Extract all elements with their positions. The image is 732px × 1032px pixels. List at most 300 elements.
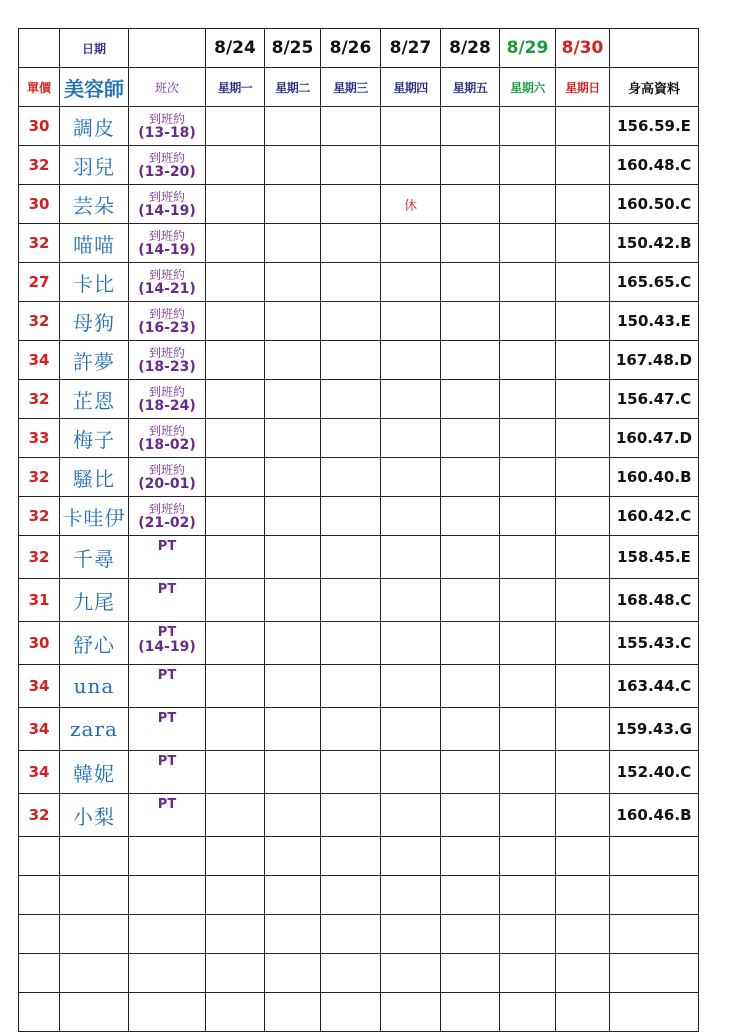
day-cell: [321, 224, 381, 263]
shift-label: PT: [157, 668, 177, 683]
shift-label: 到班約: [148, 345, 185, 360]
price-cell: 31: [19, 579, 60, 622]
day-cell: [500, 579, 556, 622]
stylist-name: 九尾: [60, 579, 129, 622]
stylist-name: 卡比: [60, 263, 129, 302]
empty-cell: [265, 993, 321, 1032]
stylist-name: zara: [60, 708, 129, 751]
empty-cell: [129, 915, 206, 954]
day-cell: [381, 622, 441, 665]
height-cell: 165.65.C: [610, 263, 699, 302]
empty-cell: [129, 876, 206, 915]
empty-cell: [206, 954, 265, 993]
day-cell: [321, 536, 381, 579]
day-cell: [556, 107, 610, 146]
schedule-table: [18, 28, 699, 1032]
weekday-cell-saturday: 星期六: [500, 68, 556, 107]
day-cell: [556, 185, 610, 224]
height-cell: 167.48.D: [610, 341, 699, 380]
stylist-name: 小梨: [60, 794, 129, 837]
shift-label: 到班約: [148, 228, 185, 243]
day-cell: [321, 794, 381, 837]
empty-cell: [206, 993, 265, 1032]
day-cell: [265, 341, 321, 380]
shift-cell: [129, 380, 206, 419]
shift-cell: [129, 497, 206, 536]
day-cell: [556, 536, 610, 579]
weekday-cell: 星期一: [206, 68, 265, 107]
weekday-cell: 星期五: [441, 68, 500, 107]
empty-cell: [610, 915, 699, 954]
empty-cell: [321, 876, 381, 915]
blank-header-cell: [610, 29, 699, 68]
day-cell: [381, 536, 441, 579]
day-cell: [500, 419, 556, 458]
shift-header: 班次: [129, 68, 206, 107]
shift-hours: (13-18): [138, 124, 196, 141]
staff-row: [19, 708, 699, 751]
stylist-header: 美容師: [60, 68, 129, 107]
day-cell: [441, 185, 500, 224]
staff-row: [19, 146, 699, 185]
height-cell: 159.43.G: [610, 708, 699, 751]
day-cell: [265, 497, 321, 536]
empty-cell: [441, 993, 500, 1032]
empty-cell: [556, 993, 610, 1032]
day-cell: [441, 224, 500, 263]
shift-label: PT: [157, 625, 177, 640]
shift-hours: (14-19): [138, 202, 196, 219]
staff-row: [19, 536, 699, 579]
day-cell: [381, 341, 441, 380]
empty-cell: [19, 837, 60, 876]
day-cell: [206, 380, 265, 419]
day-cell: [265, 458, 321, 497]
height-cell: 150.43.E: [610, 302, 699, 341]
price-cell: 34: [19, 751, 60, 794]
stylist-name: 千尋: [60, 536, 129, 579]
price-cell: 34: [19, 665, 60, 708]
day-cell: [206, 708, 265, 751]
day-cell: [206, 107, 265, 146]
day-cell: [206, 622, 265, 665]
price-cell: 27: [19, 263, 60, 302]
shift-label: 到班約: [148, 267, 185, 282]
stylist-name: 舒心: [60, 622, 129, 665]
shift-cell: [129, 622, 206, 665]
staff-row: [19, 380, 699, 419]
stylist-name: 韓妮: [60, 751, 129, 794]
day-cell: [381, 263, 441, 302]
staff-row: [19, 579, 699, 622]
shift-label: PT: [157, 582, 177, 597]
day-cell: [556, 751, 610, 794]
day-cell: [265, 536, 321, 579]
stylist-name: 梅子: [60, 419, 129, 458]
day-cell: [556, 341, 610, 380]
day-cell: [441, 302, 500, 341]
staff-row: [19, 751, 699, 794]
day-cell: [500, 497, 556, 536]
staff-row: [19, 341, 699, 380]
day-cell: [265, 579, 321, 622]
day-cell: [381, 708, 441, 751]
day-cell: [556, 794, 610, 837]
day-cell: [441, 458, 500, 497]
day-cell: [206, 419, 265, 458]
day-cell: [206, 458, 265, 497]
staff-row: [19, 302, 699, 341]
shift-cell: [129, 579, 206, 622]
stylist-name: 喵喵: [60, 224, 129, 263]
staff-row: [19, 497, 699, 536]
stylist-name: 許夢: [60, 341, 129, 380]
day-cell: [381, 751, 441, 794]
price-cell: 30: [19, 185, 60, 224]
weekday-cell: 星期三: [321, 68, 381, 107]
day-cell: [500, 302, 556, 341]
day-cell: [441, 419, 500, 458]
height-cell: 150.42.B: [610, 224, 699, 263]
shift-label: 到班約: [148, 462, 185, 477]
empty-cell: [441, 837, 500, 876]
corner-cell: [19, 29, 60, 68]
shift-hours: (14-21): [138, 280, 196, 297]
day-cell: [381, 419, 441, 458]
shift-label: 到班約: [148, 501, 185, 516]
empty-row: [19, 954, 699, 993]
empty-cell: [500, 954, 556, 993]
stylist-name: 羽兒: [60, 146, 129, 185]
shift-cell: [129, 751, 206, 794]
empty-cell: [19, 954, 60, 993]
shift-label: PT: [157, 797, 177, 812]
empty-cell: [556, 915, 610, 954]
day-cell: [206, 341, 265, 380]
day-cell: [441, 708, 500, 751]
shift-label: 到班約: [148, 111, 185, 126]
day-cell: [556, 263, 610, 302]
empty-cell: [129, 954, 206, 993]
staff-row: [19, 224, 699, 263]
staff-row: [19, 794, 699, 837]
day-cell: [381, 497, 441, 536]
day-cell: [441, 497, 500, 536]
day-cell: [206, 497, 265, 536]
empty-cell: [321, 954, 381, 993]
day-cell: [265, 708, 321, 751]
day-cell: [321, 458, 381, 497]
shift-hours: (18-24): [138, 397, 196, 414]
day-cell: [206, 536, 265, 579]
day-cell: [321, 380, 381, 419]
empty-cell: [206, 837, 265, 876]
empty-cell: [19, 915, 60, 954]
day-cell: [321, 146, 381, 185]
day-cell: [500, 146, 556, 185]
day-cell: [441, 622, 500, 665]
day-cell: [321, 497, 381, 536]
day-cell: [265, 224, 321, 263]
empty-cell: [206, 915, 265, 954]
staff-row: [19, 107, 699, 146]
day-cell: [321, 107, 381, 146]
day-cell: [441, 380, 500, 419]
day-cell: [265, 751, 321, 794]
day-cell: [321, 579, 381, 622]
shift-cell: [129, 708, 206, 751]
stylist-name: 母狗: [60, 302, 129, 341]
empty-cell: [60, 993, 129, 1032]
day-cell: [381, 302, 441, 341]
day-cell: [265, 107, 321, 146]
empty-row: [19, 915, 699, 954]
shift-label: 到班約: [148, 189, 185, 204]
shift-label: 到班約: [148, 384, 185, 399]
day-cell: [265, 302, 321, 341]
weekday-cell: 星期四: [381, 68, 441, 107]
staff-row: [19, 622, 699, 665]
day-cell: [321, 302, 381, 341]
weekday-cell: 星期二: [265, 68, 321, 107]
day-cell: [265, 380, 321, 419]
day-cell: [265, 665, 321, 708]
day-cell: [441, 107, 500, 146]
empty-cell: [441, 954, 500, 993]
day-cell: [321, 341, 381, 380]
shift-cell: [129, 536, 206, 579]
day-cell: [265, 263, 321, 302]
empty-cell: [556, 837, 610, 876]
day-cell: [556, 708, 610, 751]
shift-cell: [129, 302, 206, 341]
stylist-name: 調皮: [60, 107, 129, 146]
day-cell: [321, 622, 381, 665]
weekday-cell-sunday: 星期日: [556, 68, 610, 107]
empty-cell: [500, 993, 556, 1032]
empty-cell: [265, 876, 321, 915]
empty-cell: [60, 915, 129, 954]
date-cell: 8/25: [265, 29, 321, 68]
day-cell: [381, 794, 441, 837]
shift-label: 到班約: [148, 150, 185, 165]
empty-cell: [441, 876, 500, 915]
day-cell: [556, 458, 610, 497]
shift-cell: [129, 794, 206, 837]
shift-label: PT: [157, 754, 177, 769]
empty-row: [19, 837, 699, 876]
day-cell: [556, 497, 610, 536]
day-cell: [500, 708, 556, 751]
day-cell: [381, 107, 441, 146]
empty-cell: [321, 915, 381, 954]
day-cell: [206, 665, 265, 708]
date-cell-sunday: 8/30: [556, 29, 610, 68]
shift-cell: [129, 458, 206, 497]
empty-cell: [321, 993, 381, 1032]
empty-cell: [60, 837, 129, 876]
empty-cell: [381, 954, 441, 993]
empty-row: [19, 876, 699, 915]
empty-cell: [610, 954, 699, 993]
staff-row: [19, 458, 699, 497]
height-cell: 160.50.C: [610, 185, 699, 224]
shift-cell: [129, 107, 206, 146]
day-cell: [265, 622, 321, 665]
shift-label: PT: [157, 711, 177, 726]
day-cell: [381, 579, 441, 622]
height-cell: 168.48.C: [610, 579, 699, 622]
stylist-name: 卡哇伊: [60, 497, 129, 536]
day-cell: [556, 665, 610, 708]
day-cell: [381, 224, 441, 263]
day-cell: [500, 380, 556, 419]
day-cell: [206, 302, 265, 341]
empty-cell: [60, 876, 129, 915]
height-cell: 155.43.C: [610, 622, 699, 665]
empty-cell: [265, 837, 321, 876]
column-header-row: [19, 68, 699, 107]
day-cell: [556, 302, 610, 341]
day-cell: [556, 224, 610, 263]
empty-cell: [381, 876, 441, 915]
price-cell: 32: [19, 380, 60, 419]
height-cell: 160.47.D: [610, 419, 699, 458]
price-cell: 33: [19, 419, 60, 458]
shift-cell: [129, 224, 206, 263]
empty-cell: [206, 876, 265, 915]
height-cell: 156.47.C: [610, 380, 699, 419]
height-cell: 163.44.C: [610, 665, 699, 708]
day-cell: [556, 380, 610, 419]
staff-row: [19, 263, 699, 302]
empty-cell: [610, 993, 699, 1032]
empty-row: [19, 993, 699, 1032]
day-cell: [500, 794, 556, 837]
empty-cell: [265, 915, 321, 954]
date-label: 日期: [60, 29, 129, 68]
empty-cell: [500, 915, 556, 954]
shift-label: 到班約: [148, 306, 185, 321]
shift-label: 到班約: [148, 423, 185, 438]
shift-cell: [129, 263, 206, 302]
day-cell: [206, 146, 265, 185]
empty-cell: [556, 876, 610, 915]
day-cell: [206, 224, 265, 263]
height-cell: 152.40.C: [610, 751, 699, 794]
shift-hours: (20-01): [138, 475, 196, 492]
day-cell: [321, 665, 381, 708]
day-cell: [441, 751, 500, 794]
day-cell: [206, 263, 265, 302]
day-cell: 休: [381, 185, 441, 224]
day-cell: [265, 146, 321, 185]
shift-cell: [129, 146, 206, 185]
empty-cell: [556, 954, 610, 993]
day-cell: [556, 146, 610, 185]
shift-cell: [129, 185, 206, 224]
shift-hours: (21-02): [138, 514, 196, 531]
empty-cell: [610, 876, 699, 915]
height-cell: 156.59.E: [610, 107, 699, 146]
price-cell: 32: [19, 224, 60, 263]
price-cell: 32: [19, 536, 60, 579]
empty-cell: [441, 915, 500, 954]
date-cell: 8/26: [321, 29, 381, 68]
date-cell-saturday: 8/29: [500, 29, 556, 68]
day-cell: [500, 622, 556, 665]
height-cell: 160.46.B: [610, 794, 699, 837]
empty-cell: [129, 993, 206, 1032]
day-cell: [441, 794, 500, 837]
day-cell: [441, 665, 500, 708]
price-cell: 32: [19, 497, 60, 536]
day-cell: [500, 458, 556, 497]
empty-cell: [19, 993, 60, 1032]
day-cell: [441, 146, 500, 185]
empty-cell: [610, 837, 699, 876]
stylist-name: una: [60, 665, 129, 708]
day-cell: [265, 794, 321, 837]
height-cell: 160.48.C: [610, 146, 699, 185]
day-cell: [441, 579, 500, 622]
stylist-name: 芸朵: [60, 185, 129, 224]
height-cell: 160.40.B: [610, 458, 699, 497]
empty-cell: [19, 876, 60, 915]
shift-cell: [129, 665, 206, 708]
shift-hours: (14-19): [138, 241, 196, 258]
day-cell: [321, 751, 381, 794]
price-cell: 30: [19, 107, 60, 146]
day-cell: [556, 579, 610, 622]
day-cell: [381, 458, 441, 497]
day-cell: [556, 622, 610, 665]
empty-cell: [500, 876, 556, 915]
shift-hours: (16-23): [138, 319, 196, 336]
blank-header-cell: [129, 29, 206, 68]
shift-cell: [129, 419, 206, 458]
day-cell: [381, 146, 441, 185]
shift-hours: (18-02): [138, 436, 196, 453]
date-header-row: [19, 29, 699, 68]
day-cell: [206, 185, 265, 224]
empty-cell: [381, 837, 441, 876]
staff-row: [19, 419, 699, 458]
price-cell: 30: [19, 622, 60, 665]
date-cell: 8/27: [381, 29, 441, 68]
height-cell: 158.45.E: [610, 536, 699, 579]
day-cell: [206, 794, 265, 837]
price-header: 單價: [19, 68, 60, 107]
price-cell: 34: [19, 341, 60, 380]
empty-cell: [321, 837, 381, 876]
stylist-name: 芷恩: [60, 380, 129, 419]
day-cell: [500, 263, 556, 302]
shift-label: PT: [157, 539, 177, 554]
day-cell: [500, 751, 556, 794]
empty-cell: [265, 954, 321, 993]
day-cell: [321, 263, 381, 302]
staff-row: [19, 185, 699, 224]
stylist-name: 騷比: [60, 458, 129, 497]
price-cell: 32: [19, 794, 60, 837]
staff-row: [19, 665, 699, 708]
day-cell: [381, 380, 441, 419]
day-cell: [500, 665, 556, 708]
price-cell: 32: [19, 302, 60, 341]
shift-hours: (13-20): [138, 163, 196, 180]
empty-cell: [500, 837, 556, 876]
